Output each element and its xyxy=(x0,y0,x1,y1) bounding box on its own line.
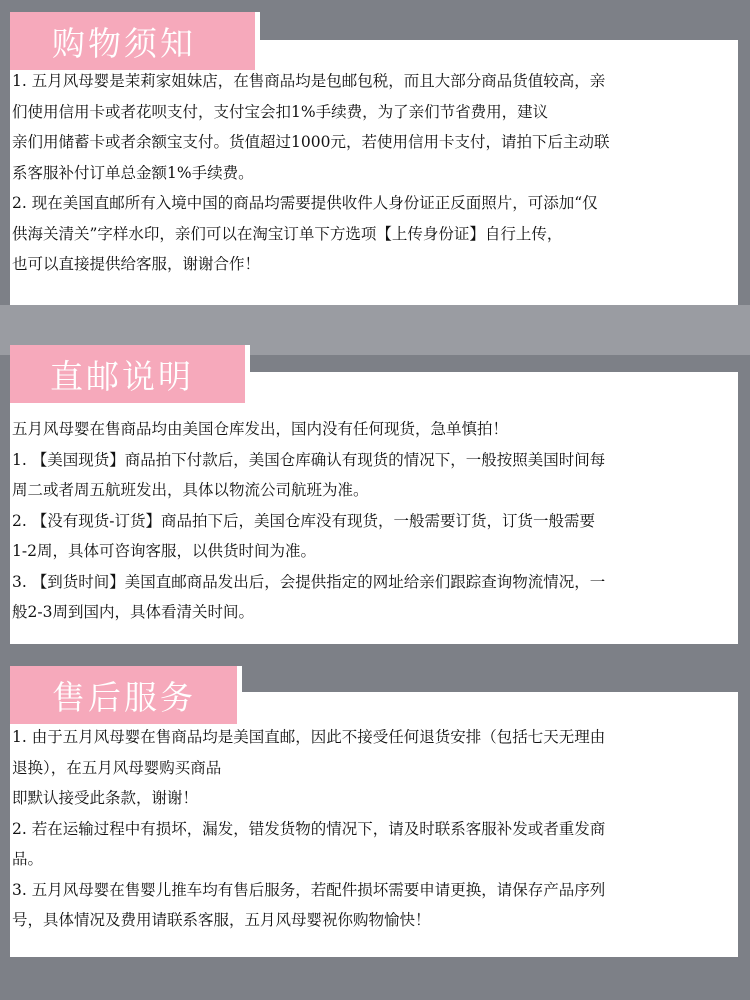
text-line: 亲们用储蓄卡或者余额宝支付。货值超过1000元，若使用信用卡支付，请拍下后主动联 xyxy=(12,133,610,151)
section-title-tag-1 xyxy=(10,12,260,70)
text-line: 2. 若在运输过程中有损坏，漏发，错发货物的情况下，请及时联系客服补发或者重发商 xyxy=(12,819,606,838)
text-line: 3. 五月风母婴在售婴儿推车均有售后服务，若配件损坏需要申请更换，请保存产品序列 xyxy=(12,880,606,899)
section-title: 售后服务 xyxy=(52,677,196,717)
section-title-tag-3 xyxy=(10,666,242,724)
text-line: 1. 【美国现货】商品拍下付款后，美国仓库确认有现货的情况下，一般按照美国时间每 xyxy=(12,450,606,469)
text-line: 般2-3周到国内，具体看清关时间。 xyxy=(12,603,254,621)
text-line: 1. 由于五月风母婴在售商品均是美国直邮，因此不接受任何退货安排（包括七天无理由 xyxy=(12,728,606,746)
section-body-2 xyxy=(12,414,722,628)
section-body-1 xyxy=(12,66,722,280)
section-title: 直邮说明 xyxy=(50,356,194,396)
text-line: 供海关清关”字样水印，亲们可以在淘宝订单下方选项【上传身份证】自行上传， xyxy=(12,224,563,243)
text-line: 系客服补付订单总金额1%手续费。 xyxy=(12,163,254,182)
section-title: 购物须知 xyxy=(52,23,196,63)
text-line: 1-2周，具体可咨询客服，以供货时间为准。 xyxy=(12,542,316,560)
text-line: 五月风母婴在售商品均由美国仓库发出，国内没有任何现货，急单慎拍！ xyxy=(12,420,509,438)
text-line: 2. 现在美国直邮所有入境中国的商品均需要提供收件人身份证正反面照片，可添加“仅 xyxy=(12,194,598,212)
text-line: 号，具体情况及费用请联系客服，五月风母婴祝你购物愉快！ xyxy=(12,911,431,929)
text-line: 品。 xyxy=(12,850,44,868)
section-body-3 xyxy=(12,722,722,936)
text-line: 周二或者周五航班发出，具体以物流公司航班为准。 xyxy=(12,481,369,499)
text-line: 们使用信用卡或者花呗支付，支付宝会扣1%手续费，为了亲们节省费用，建议 xyxy=(12,102,549,121)
text-line: 退换），在五月风母婴购买商品 xyxy=(12,758,222,777)
section-title-tag-2 xyxy=(10,345,250,403)
text-line: 2. 【没有现货-订货】商品拍下后，美国仓库没有现货，一般需要订货，订货一般需要 xyxy=(12,511,595,530)
text-line: 即默认接受此条款，谢谢！ xyxy=(12,789,199,807)
text-line: 1. 五月风母婴是茉莉家姐妹店，在售商品均是包邮包税，而且大部分商品货值较高，亲 xyxy=(12,72,606,90)
text-line: 也可以直接提供给客服，谢谢合作！ xyxy=(12,255,261,273)
text-line: 3. 【到货时间】美国直邮商品发出后，会提供指定的网址给亲们跟踪查询物流情况，一 xyxy=(12,572,606,591)
